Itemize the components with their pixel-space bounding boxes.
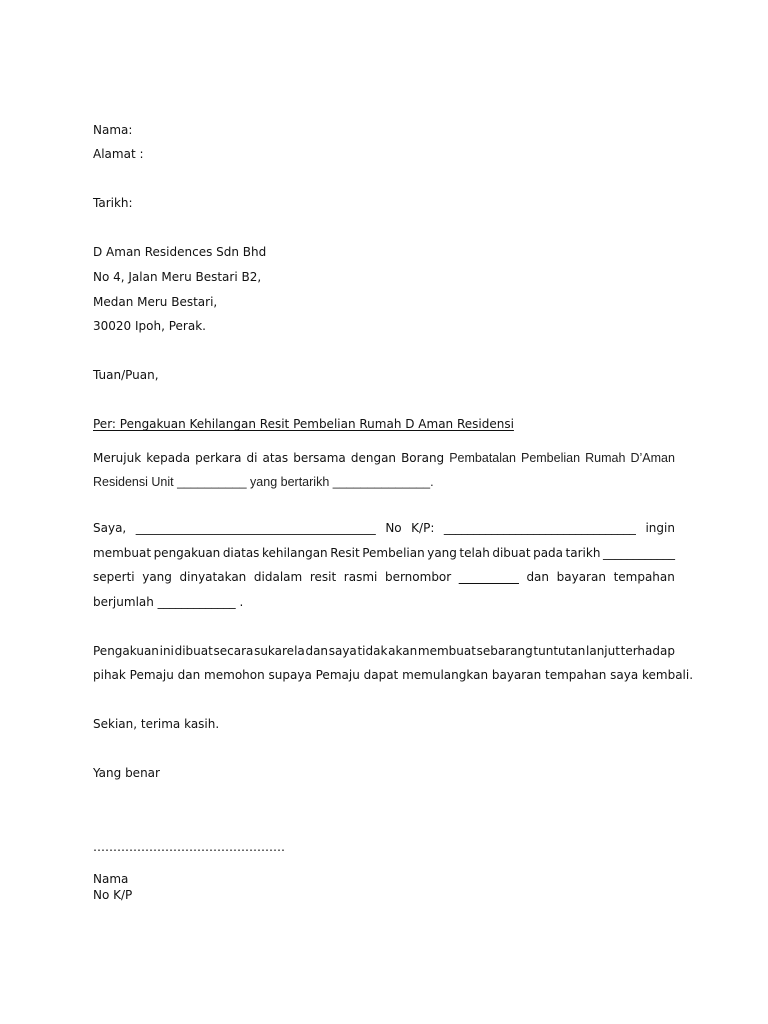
footer-name-label: Nama [93, 872, 129, 886]
word: bayaran [556, 570, 606, 584]
word: perkara [195, 451, 242, 465]
word: di [246, 451, 258, 465]
recipient-company: D Aman Residences Sdn Bhd [93, 245, 267, 259]
salutation: Tuan/Puan, [93, 368, 159, 382]
word: Pembatalan [449, 451, 516, 465]
word: resit [309, 570, 337, 584]
word: Resit [330, 546, 360, 560]
word: bernombor [384, 570, 452, 584]
para2-line3 [93, 569, 675, 585]
word: kehilangan [261, 546, 328, 560]
word: kepada [146, 451, 191, 465]
word: membuat [93, 546, 152, 560]
word: Borang [401, 451, 445, 465]
word: Pengakuan [93, 644, 159, 658]
blank: ________________________________________ [135, 521, 376, 535]
word: pada [533, 546, 564, 560]
word: ingin [645, 521, 675, 535]
word: D’Aman [630, 451, 675, 465]
word: dinyatakan [179, 570, 247, 584]
word: dengan [350, 451, 397, 465]
word: No [385, 521, 402, 535]
word: diatas [222, 546, 260, 560]
signature-line: ………………………………………… [93, 840, 285, 854]
para1-line2: Residensi Unit __________ yang bertarikh ______________. [93, 475, 434, 489]
word: telah [459, 546, 490, 560]
word: dibuat [492, 546, 531, 560]
para3-line2: pihak Pemaju dan memohon supaya Pemaju dapat memulangkan bayaran tempahan saya kembali. [93, 668, 694, 682]
word: dan [526, 570, 550, 584]
subject-line: Per: Pengakuan Kehilangan Resit Pembelian Rumah D Aman Residensi [93, 417, 514, 431]
word: sebarang [476, 644, 533, 658]
word: atas [262, 451, 289, 465]
blank: ____________ [602, 546, 675, 560]
blank: ________________________________ [443, 521, 636, 535]
para3-line1 [93, 643, 675, 659]
para2-line2 [93, 545, 675, 561]
word: Saya, [93, 521, 127, 535]
footer-nokp-label: No K/P [93, 888, 133, 902]
word: akan [388, 644, 418, 658]
word: Pembelian [362, 546, 425, 560]
word: seperti [93, 570, 135, 584]
word: membuat [417, 644, 476, 658]
sender-name-label: Nama: [93, 123, 133, 137]
word: Rumah [585, 451, 626, 465]
para2-line4: berjumlah _____________ . [93, 595, 244, 609]
word: yang [427, 546, 457, 560]
word: sukarela [254, 644, 305, 658]
sender-address-label: Alamat : [93, 147, 144, 161]
closing-line: Sekian, terima kasih. [93, 717, 220, 731]
word: tarikh [565, 546, 601, 560]
word: terhadap [620, 644, 675, 658]
recipient-address-line3: 30020 Ipoh, Perak. [93, 319, 206, 333]
word: tuntutan [533, 644, 586, 658]
word: Merujuk [93, 451, 142, 465]
word: dibuat [174, 644, 213, 658]
word: didalam [253, 570, 303, 584]
word: K/P: [411, 521, 435, 535]
word: lanjut [586, 644, 620, 658]
word: secara [213, 644, 254, 658]
yang-benar: Yang benar [93, 766, 160, 780]
word: rasmi [343, 570, 378, 584]
para2-line1 [93, 520, 675, 536]
word: tidak [357, 644, 388, 658]
date-label: Tarikh: [93, 196, 133, 210]
word: yang [142, 570, 172, 584]
recipient-address-line1: No 4, Jalan Meru Bestari B2, [93, 270, 262, 284]
word: ini [159, 644, 174, 658]
word: bersama [293, 451, 346, 465]
word: Pembelian [520, 451, 581, 465]
word: dan [305, 644, 329, 658]
receipt-number-blank: __________ [458, 570, 519, 584]
word: tempahan [613, 570, 675, 584]
word: pengakuan [153, 546, 221, 560]
para1-line1 [93, 450, 675, 466]
recipient-address-line2: Medan Meru Bestari, [93, 295, 218, 309]
word: saya [328, 644, 357, 658]
